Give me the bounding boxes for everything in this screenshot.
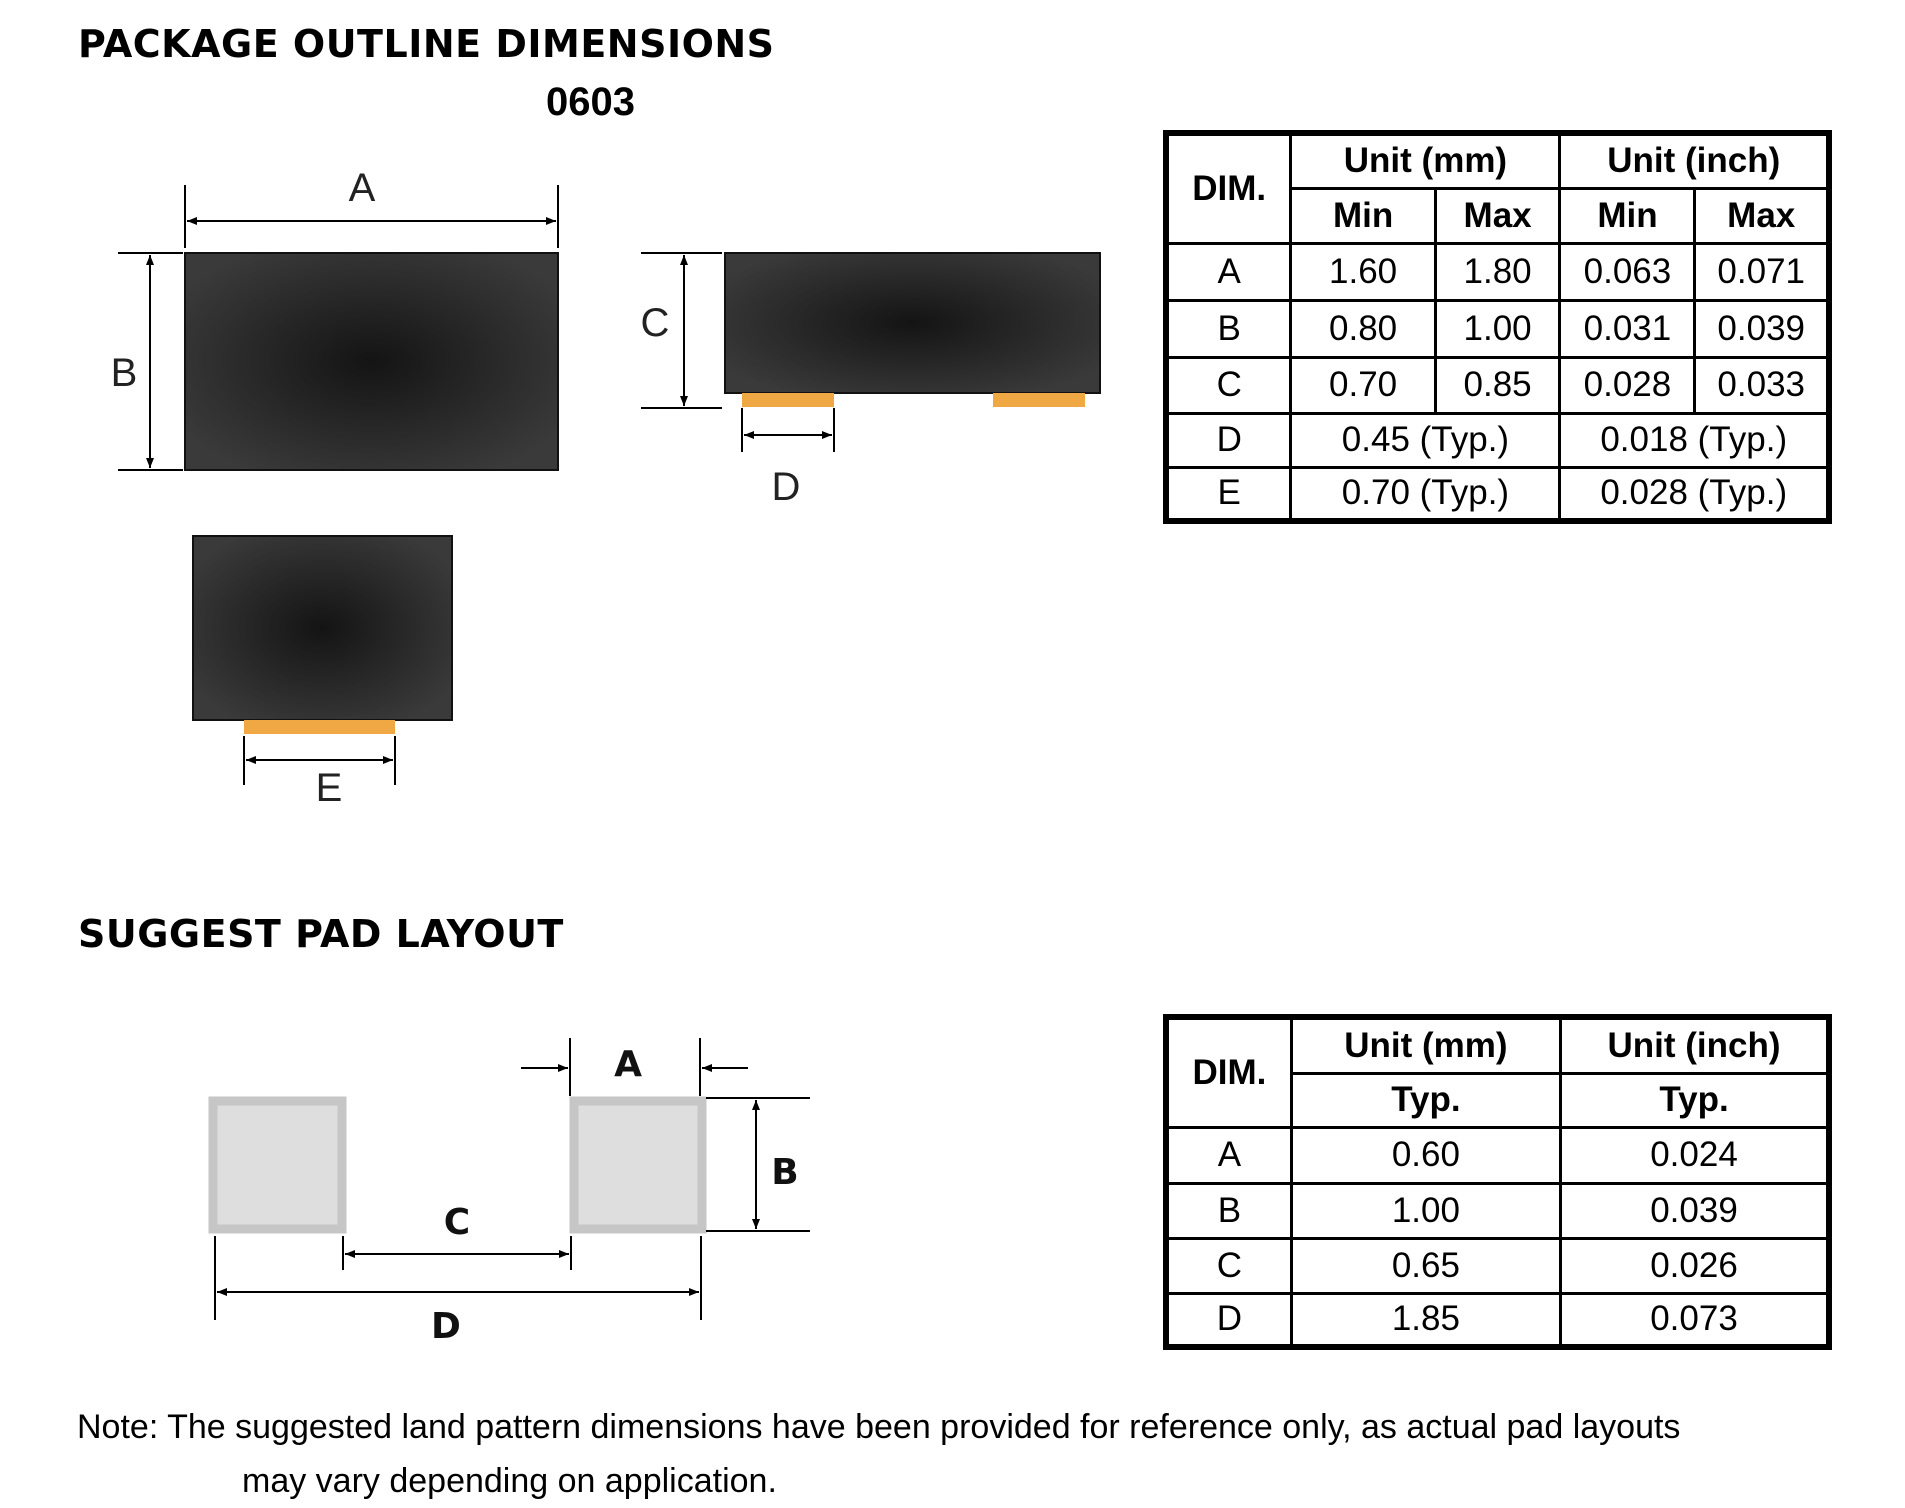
- dim-header: DIM.: [1166, 1017, 1291, 1127]
- table-row: [1166, 300, 1829, 357]
- typ-header-inch: Typ.: [1561, 1073, 1829, 1127]
- value-cell: 1.00: [1435, 300, 1560, 357]
- dim-cell: C: [1166, 1238, 1291, 1293]
- component-body-end: [193, 536, 452, 720]
- unit-mm-header: Unit (mm): [1291, 1017, 1560, 1073]
- note-line-1: Note: The suggested land pattern dimensions have been provided for reference only, as actual pad layouts: [77, 1408, 1681, 1446]
- value-cell: 1.60: [1291, 243, 1435, 300]
- terminal-left: [742, 393, 834, 407]
- max-header-inch: Max: [1695, 188, 1829, 243]
- value-cell: 0.028: [1560, 357, 1695, 413]
- dim-cell: D: [1166, 1293, 1291, 1347]
- value-cell: 0.70 (Typ.): [1291, 467, 1560, 521]
- pad-dim-label-c: C: [443, 1202, 471, 1243]
- table-row: [1166, 413, 1829, 467]
- top-view: [111, 166, 558, 470]
- component-body-top: [185, 253, 558, 470]
- value-cell: 1.00: [1291, 1183, 1560, 1238]
- value-cell: 0.039: [1695, 300, 1829, 357]
- pad-layout-title: SUGGEST PAD LAYOUT: [78, 912, 564, 956]
- dim-cell: B: [1166, 1183, 1291, 1238]
- pad-dim-label-d: D: [431, 1306, 461, 1347]
- unit-mm-header: Unit (mm): [1291, 133, 1560, 188]
- table-row: [1166, 1127, 1829, 1183]
- value-cell: 0.028 (Typ.): [1560, 467, 1829, 521]
- value-cell: 0.85: [1435, 357, 1560, 413]
- dim-cell: C: [1166, 357, 1291, 413]
- dim-cell: A: [1166, 243, 1291, 300]
- package-outline-title: PACKAGE OUTLINE DIMENSIONS: [78, 22, 775, 66]
- value-cell: 0.80: [1291, 300, 1435, 357]
- value-cell: 0.65: [1291, 1238, 1560, 1293]
- dim-cell: D: [1166, 413, 1291, 467]
- min-header-mm: Min: [1291, 188, 1435, 243]
- component-body-side: [725, 253, 1100, 393]
- min-header-inch: Min: [1560, 188, 1695, 243]
- pad-dim-label-b: B: [771, 1152, 799, 1193]
- value-cell: 1.80: [1435, 243, 1560, 300]
- dim-label-a: A: [348, 166, 376, 210]
- pad-dimension-table: [1163, 1014, 1832, 1350]
- pad-layout-drawing: [213, 1038, 810, 1347]
- dim-cell: A: [1166, 1127, 1291, 1183]
- package-size-label: 0603: [546, 80, 635, 124]
- unit-inch-header: Unit (inch): [1560, 133, 1829, 188]
- value-cell: 0.024: [1561, 1127, 1829, 1183]
- table-row: [1166, 243, 1829, 300]
- dim-label-b: B: [110, 351, 138, 395]
- value-cell: 0.063: [1560, 243, 1695, 300]
- pad-left: [213, 1101, 342, 1229]
- dim-label-d: D: [771, 465, 801, 509]
- value-cell: 0.70: [1291, 357, 1435, 413]
- value-cell: 0.071: [1695, 243, 1829, 300]
- value-cell: 0.45 (Typ.): [1291, 413, 1560, 467]
- note-line-2: may vary depending on application.: [242, 1462, 777, 1500]
- table-row: [1166, 1183, 1829, 1238]
- side-view: [641, 253, 1100, 509]
- reference-note: [77, 1400, 1680, 1508]
- value-cell: 0.031: [1560, 300, 1695, 357]
- dim-header: DIM.: [1166, 133, 1291, 243]
- table-row: [1166, 1238, 1829, 1293]
- pad-dim-label-a: A: [614, 1044, 642, 1085]
- max-header-mm: Max: [1435, 188, 1560, 243]
- terminal-end: [244, 720, 395, 734]
- terminal-right: [993, 393, 1085, 407]
- value-cell: 0.073: [1561, 1293, 1829, 1347]
- unit-inch-header: Unit (inch): [1561, 1017, 1829, 1073]
- value-cell: 1.85: [1291, 1293, 1560, 1347]
- typ-header-mm: Typ.: [1291, 1073, 1560, 1127]
- dim-cell: B: [1166, 300, 1291, 357]
- value-cell: 0.018 (Typ.): [1560, 413, 1829, 467]
- table-row: [1166, 1293, 1829, 1347]
- table-row: [1166, 467, 1829, 521]
- dim-cell: E: [1166, 467, 1291, 521]
- pad-right: [574, 1101, 702, 1229]
- value-cell: 0.026: [1561, 1238, 1829, 1293]
- value-cell: 0.039: [1561, 1183, 1829, 1238]
- dim-label-e: E: [315, 766, 343, 810]
- outline-dimension-table: [1163, 130, 1832, 524]
- value-cell: 0.60: [1291, 1127, 1560, 1183]
- end-view: [193, 536, 452, 810]
- table-row: [1166, 357, 1829, 413]
- value-cell: 0.033: [1695, 357, 1829, 413]
- dim-label-c: C: [640, 301, 670, 345]
